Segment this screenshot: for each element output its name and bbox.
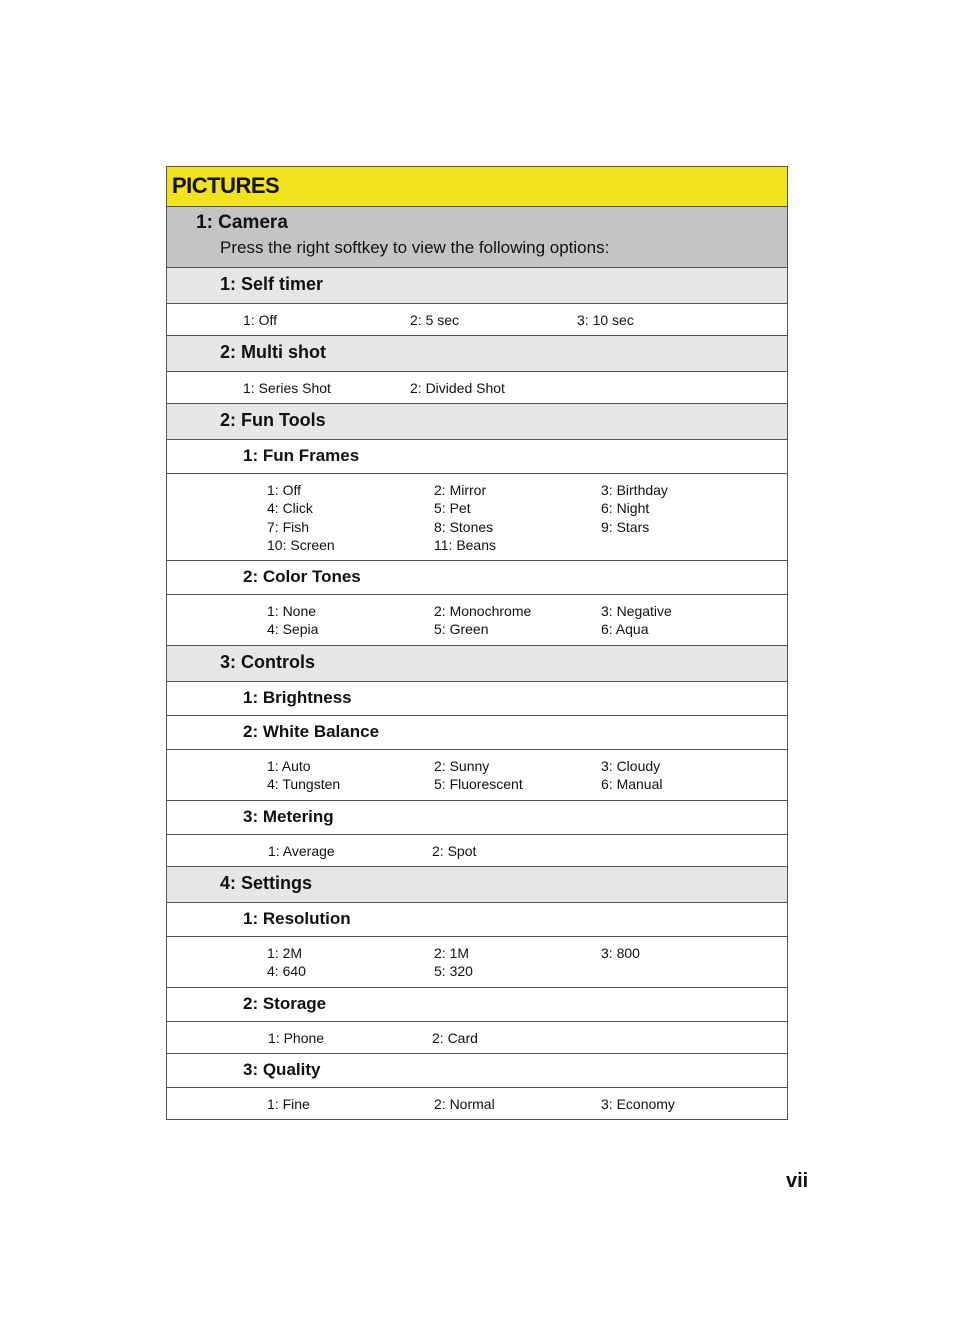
option-item: 9: Stars xyxy=(601,518,650,535)
option-item: 1: Auto xyxy=(267,758,311,774)
menu-title: PICTURES xyxy=(167,167,787,207)
option-item: 2: Sunny xyxy=(434,758,490,774)
option-item: 2: Normal xyxy=(434,1096,495,1112)
option-item: 1: Average xyxy=(268,843,335,859)
option-item: 6: Night xyxy=(601,500,650,517)
camera-section xyxy=(167,207,787,268)
option-item: 7: Fish xyxy=(267,518,310,535)
option-item: 1: 2M xyxy=(267,945,303,961)
resolution-heading: 1: Resolution xyxy=(167,903,787,937)
option-item: 11: Beans xyxy=(434,537,497,554)
option-item: 3: Cloudy xyxy=(601,758,661,774)
multi-shot-options xyxy=(167,372,787,404)
option-item: 2: 5 sec xyxy=(410,312,460,328)
metering-options xyxy=(167,835,787,867)
option-item: 1: Off xyxy=(243,312,277,328)
quality-options xyxy=(167,1088,787,1120)
option-item: 4: Tungsten xyxy=(267,776,341,793)
color-tones-heading: 2: Color Tones xyxy=(167,561,787,595)
option-item: 6: Aqua xyxy=(601,621,649,638)
option-item: 3: 800 xyxy=(601,945,640,961)
option-item: 1: None xyxy=(267,603,317,619)
pictures-menu-table xyxy=(166,166,788,1120)
multi-shot-heading: 2: Multi shot xyxy=(167,336,787,372)
option-item: 2: Card xyxy=(432,1030,478,1046)
option-item: 2: 1M xyxy=(434,945,470,961)
option-item: 3: 10 sec xyxy=(577,312,634,328)
fun-frames-heading: 1: Fun Frames xyxy=(167,440,787,474)
color-tones-options xyxy=(167,595,787,646)
settings-heading: 4: Settings xyxy=(167,867,787,903)
option-item: 3: Economy xyxy=(601,1096,675,1112)
option-item: 10: Screen xyxy=(267,537,335,554)
fun-tools-heading: 2: Fun Tools xyxy=(167,404,787,440)
storage-heading: 2: Storage xyxy=(167,988,787,1022)
resolution-options xyxy=(167,937,787,988)
option-item: 4: Sepia xyxy=(267,621,319,638)
option-item: 2: Spot xyxy=(432,843,477,859)
metering-heading: 3: Metering xyxy=(167,801,787,835)
option-item: 2: Mirror xyxy=(434,482,487,498)
option-item: 4: Click xyxy=(267,500,313,517)
white-balance-options xyxy=(167,750,787,801)
option-item: 8: Stones xyxy=(434,518,494,535)
brightness-heading: 1: Brightness xyxy=(167,682,787,716)
option-item: 3: Negative xyxy=(601,603,672,619)
option-item: 2: Divided Shot xyxy=(410,380,505,396)
option-item: 5: Pet xyxy=(434,500,471,517)
option-item: 3: Birthday xyxy=(601,482,668,498)
storage-options xyxy=(167,1022,787,1054)
self-timer-options xyxy=(167,304,787,336)
option-item: 5: 320 xyxy=(434,963,473,980)
option-item: 2: Monochrome xyxy=(434,603,532,619)
option-item: 1: Off xyxy=(267,482,301,498)
camera-heading: 1: Camera xyxy=(196,212,288,233)
controls-heading: 3: Controls xyxy=(167,646,787,682)
option-item: 1: Phone xyxy=(268,1030,325,1046)
option-item: 1: Series Shot xyxy=(243,380,331,396)
self-timer-heading: 1: Self timer xyxy=(167,268,787,304)
fun-frames-options xyxy=(167,474,787,561)
option-item: 4: 640 xyxy=(267,963,306,980)
option-item: 6: Manual xyxy=(601,776,663,793)
option-item: 5: Fluorescent xyxy=(434,776,523,793)
option-item: 5: Green xyxy=(434,621,489,638)
camera-note: Press the right softkey to view the following options: xyxy=(220,238,610,257)
page-number: vii xyxy=(786,1170,809,1192)
option-item: 1: Fine xyxy=(267,1096,310,1112)
white-balance-heading: 2: White Balance xyxy=(167,716,787,750)
quality-heading: 3: Quality xyxy=(167,1054,787,1088)
